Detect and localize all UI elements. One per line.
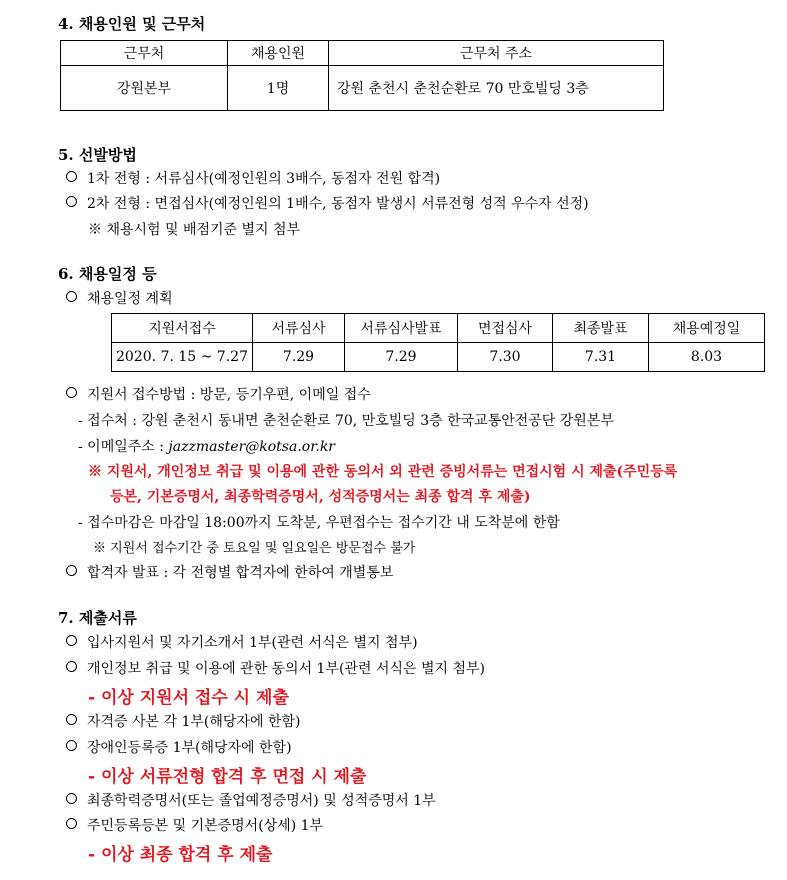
circle-bullet-icon [66, 740, 77, 751]
red-submit-note-2: - 이상 서류전형 합격 후 면접 시 제출 [88, 767, 367, 787]
red-submit-note-1: - 이상 지원서 접수 시 제출 [88, 688, 289, 708]
table-cell: 1명 [228, 66, 329, 111]
list-item-text: 입사지원서 및 자기소개서 1부(관련 서식은 별지 첨부) [87, 635, 418, 651]
table-cell: 7.29 [345, 343, 458, 372]
list-item-text: 자격증 사본 각 1부(해당자에 한함) [87, 714, 301, 730]
circle-bullet-icon [66, 291, 77, 302]
list-item-text: 2차 전형 : 면접심사(예정인원의 1배수, 동점자 발생시 서류전형 성적 우수자 선정) [87, 196, 589, 212]
table-cell: 2020. 7. 15 ~ 7.27 [112, 343, 253, 372]
email-link[interactable]: jazzmaster@kotsa.or.kr [168, 439, 335, 455]
list-item [66, 193, 589, 213]
list-item [66, 815, 323, 835]
circle-bullet-icon [66, 565, 77, 576]
circle-bullet-icon [66, 387, 77, 398]
list-item [66, 790, 436, 810]
list-item [66, 384, 371, 404]
circle-bullet-icon [66, 661, 77, 672]
list-item [66, 288, 173, 308]
table-cell: 7.30 [458, 343, 553, 372]
list-item-text: 지원서 접수방법 : 방문, 등기우편, 이메일 접수 [87, 387, 371, 403]
table-cell: 8.03 [649, 343, 765, 372]
list-item-text: 합격자 발표 : 각 전형별 합격자에 한하여 개별통보 [87, 565, 394, 581]
table-header-row [61, 41, 664, 66]
section-6-title: 6. 채용일정 등 [58, 265, 157, 283]
list-item [66, 711, 300, 731]
list-item-text: 최종학력증명서(또는 졸업예정증명서) 및 성적증명서 1부 [87, 793, 436, 809]
header-cell: 채용예정일 [649, 314, 765, 343]
table-cell: 강원 춘천시 춘천순환로 70 만호빌딩 3층 [329, 66, 664, 111]
header-cell: 서류심사발표 [345, 314, 458, 343]
address-text: - 접수처 : 강원 춘천시 동내면 춘천순환로 70, 만호빌딩 3층 한국교통안전공단 강원본부 [78, 413, 614, 429]
red-notice-line-2: 등본, 기본증명서, 최종학력증명서, 성적증명서는 최종 합격 후 제출) [110, 489, 531, 505]
list-item [66, 632, 418, 652]
header-cell: 지원서접수 [112, 314, 253, 343]
table-header-row [112, 314, 765, 343]
list-item [66, 658, 485, 678]
header-cell: 면접심사 [458, 314, 553, 343]
header-cell: 근무처 [61, 41, 228, 66]
list-item [66, 737, 292, 757]
list-item-text: 1차 전형 : 서류심사(예정인원의 3배수, 동점자 전원 합격) [87, 171, 441, 187]
email-line [78, 436, 335, 456]
header-cell: 근무처 주소 [329, 41, 664, 66]
circle-bullet-icon [66, 635, 77, 646]
header-cell: 최종발표 [553, 314, 649, 343]
email-label: - 이메일주소 : [78, 439, 169, 455]
list-item-text: 채용일정 계획 [87, 291, 173, 307]
circle-bullet-icon [66, 714, 77, 725]
circle-bullet-icon [66, 818, 77, 829]
table-cell: 7.31 [553, 343, 649, 372]
table-row [112, 343, 765, 372]
deadline-text: - 접수마감은 마감일 18:00까지 도착분, 우편접수는 접수기간 내 도착분에 한함 [78, 515, 560, 531]
weekend-note: ※ 지원서 접수기간 중 토요일 및 일요일은 방문접수 불가 [93, 541, 416, 556]
red-submit-note-3: - 이상 최종 합격 후 제출 [88, 845, 273, 865]
table-row [61, 66, 664, 111]
header-cell: 서류심사 [253, 314, 345, 343]
circle-bullet-icon [66, 793, 77, 804]
schedule-table [111, 313, 765, 372]
table-cell: 강원본부 [61, 66, 228, 111]
note-text: ※ 채용시험 및 배점기준 별지 첨부 [88, 222, 301, 238]
section-5-title: 5. 선발방법 [58, 146, 137, 164]
section-4-title: 4. 채용인원 및 근무처 [58, 15, 206, 33]
header-cell: 채용인원 [228, 41, 329, 66]
section-7-title: 7. 제출서류 [58, 609, 137, 627]
list-item [66, 168, 440, 188]
list-item-text: 장애인등록증 1부(해당자에 한함) [87, 740, 292, 756]
red-notice-line-1: ※ 지원서, 개인정보 취급 및 이용에 관한 동의서 외 관련 증빙서류는 면접시험 시 제출(주민등록 [88, 464, 678, 480]
list-item-text: 주민등록등본 및 기본증명서(상세) 1부 [87, 818, 324, 834]
circle-bullet-icon [66, 196, 77, 207]
circle-bullet-icon [66, 171, 77, 182]
list-item-text: 개인정보 취급 및 이용에 관한 동의서 1부(관련 서식은 별지 첨부) [87, 661, 485, 677]
list-item [66, 562, 393, 582]
table-cell: 7.29 [253, 343, 345, 372]
workplace-table [60, 40, 664, 111]
